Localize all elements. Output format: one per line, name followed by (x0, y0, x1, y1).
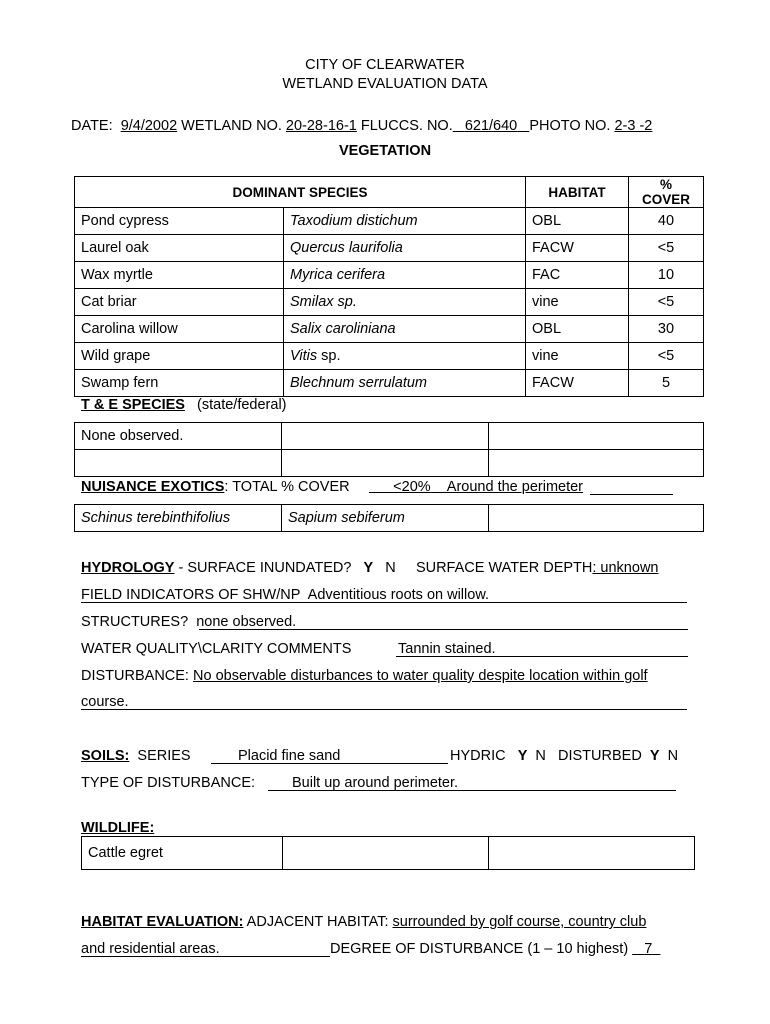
series-value: Placid fine sand (238, 748, 341, 764)
habitat-code: OBL (526, 316, 629, 343)
wildlife-table (81, 836, 695, 870)
common-name: Wax myrtle (75, 262, 284, 289)
field-indicators-line (81, 587, 489, 603)
habitat-code: OBL (526, 208, 629, 235)
common-name: Carolina willow (75, 316, 284, 343)
degree-value: 7 (644, 941, 653, 957)
scientific-name: Taxodium distichum (284, 208, 526, 235)
table-row (82, 837, 695, 870)
nuisance-location: Around the perimeter (446, 479, 584, 495)
depth-label: SURFACE WATER DEPTH (415, 560, 593, 576)
photo-label: PHOTO NO. (529, 118, 611, 134)
water-quality-underline (396, 656, 688, 657)
habitat-eval-label: HABITAT EVALUATION: (81, 914, 244, 930)
disturbance-value-1: No observable disturbances to water quality despite location within golf (193, 668, 648, 684)
table-row (75, 235, 704, 262)
habitat-code: vine (526, 343, 629, 370)
nuisance-cover-value: <20% (393, 479, 431, 495)
common-name: Swamp fern (75, 370, 284, 397)
hydric-y: Y (517, 748, 528, 764)
scientific-name: Blechnum serrulatum (284, 370, 526, 397)
nuisance-exotics-line (81, 479, 350, 495)
disturbed-label: DISTURBED (558, 748, 642, 764)
vegetation-heading: VEGETATION (338, 143, 432, 159)
disturbance-value-2: course. (81, 694, 129, 710)
wildlife-label: WILDLIFE: (81, 820, 155, 836)
nuisance-label: NUISANCE EXOTICS (81, 479, 225, 495)
disturbed-y: Y (649, 748, 660, 764)
soils-line (81, 748, 191, 764)
wildlife-empty-cell (489, 837, 695, 870)
cover-value: 30 (629, 316, 704, 343)
cover-value: 5 (629, 370, 704, 397)
hydric-label: HYDRIC (450, 748, 506, 764)
nuisance-cover-field (369, 479, 673, 495)
table-row (75, 450, 704, 477)
disturbance-type-underline (268, 790, 676, 791)
disturbance-type-label: TYPE OF DISTURBANCE: (81, 775, 256, 791)
te-species-empty-cell (489, 450, 704, 477)
common-name: Pond cypress (75, 208, 284, 235)
table-row (75, 262, 704, 289)
date-value: 9/4/2002 (120, 118, 178, 134)
table-row (75, 343, 704, 370)
habitat-code: FACW (526, 370, 629, 397)
date-label: DATE: (71, 118, 113, 134)
common-name: Wild grape (75, 343, 284, 370)
te-species-sublabel: (state/federal) (197, 397, 287, 413)
nuisance-species-table (74, 504, 704, 532)
field-indicators-underline (81, 602, 687, 603)
water-quality-value: Tannin stained. (398, 641, 496, 657)
cover-value: 40 (629, 208, 704, 235)
field-indicators-value: Adventitious roots on willow. (307, 587, 490, 603)
hydrology-label: HYDROLOGY (81, 560, 175, 576)
inundated-n: N (385, 560, 396, 576)
scientific-name: Smilax sp. (284, 289, 526, 316)
wetland-label: WETLAND NO. (181, 118, 282, 134)
table-row (75, 370, 704, 397)
habitat-eval-line-1 (81, 914, 646, 930)
hydric-n: N (535, 748, 546, 764)
col-cover: % COVER (629, 177, 704, 208)
nuisance-fill-line (590, 494, 673, 495)
nuisance-total-label: : TOTAL % COVER (224, 479, 350, 495)
table-row (75, 423, 704, 450)
disturbed-n: N (667, 748, 679, 764)
nuisance-empty-cell (489, 505, 704, 532)
cover-value: <5 (629, 235, 704, 262)
disturbance-line-1 (81, 668, 648, 684)
habitat-code: vine (526, 289, 629, 316)
degree-label: DEGREE OF DISTURBANCE (1 – 10 highest) (330, 941, 629, 957)
scientific-name: Myrica cerifera (284, 262, 526, 289)
form-title: WETLAND EVALUATION DATA (282, 76, 488, 92)
water-quality-label: WATER QUALITY\CLARITY COMMENTS (81, 641, 352, 657)
te-species-label: T & E SPECIES (81, 397, 185, 413)
disturbance-type-value: Built up around perimeter. (292, 775, 459, 791)
soils-label: SOILS: (81, 748, 130, 764)
te-species-entry: None observed. (75, 423, 282, 450)
te-species-empty-cell (489, 423, 704, 450)
col-dominant-species: DOMINANT SPECIES (75, 177, 526, 208)
common-name: Laurel oak (75, 235, 284, 262)
common-name: Cat briar (75, 289, 284, 316)
adjacent-habitat-underline (81, 956, 330, 957)
habitat-code: FACW (526, 235, 629, 262)
disturbance-underline (81, 709, 687, 710)
vegetation-header-row (75, 177, 704, 208)
table-row (75, 208, 704, 235)
te-species-empty-cell (282, 423, 489, 450)
vegetation-table (74, 176, 704, 397)
te-species-table (74, 422, 704, 477)
table-row (75, 289, 704, 316)
col-habitat: HABITAT (526, 177, 629, 208)
field-indicators-label: FIELD INDICATORS OF SHW/NP (81, 587, 301, 603)
habitat-code: FAC (526, 262, 629, 289)
photo-value: 2-3 -2 (614, 118, 653, 134)
scientific-name: Vitis sp. (284, 343, 526, 370)
structures-underline (199, 629, 688, 630)
adjacent-habitat-label: ADJACENT HABITAT: (246, 914, 389, 930)
city-title: CITY OF CLEARWATER (305, 57, 465, 73)
info-line (71, 118, 652, 134)
structures-value: none observed. (196, 614, 297, 630)
inundated-label: - SURFACE INUNDATED? (178, 560, 352, 576)
cover-value: <5 (629, 289, 704, 316)
te-species-empty-cell (282, 450, 489, 477)
fluccs-value: 621/640 (464, 118, 518, 134)
disturbance-label: DISTURBANCE: (81, 668, 189, 684)
fluccs-label: FLUCCS. NO. (360, 118, 453, 134)
table-row (75, 505, 704, 532)
te-species-empty-cell (75, 450, 282, 477)
series-underline (211, 763, 448, 764)
nuisance-species-1: Schinus terebinthifolius (75, 505, 282, 532)
hydric-disturbed-group (450, 748, 678, 764)
cover-value: 10 (629, 262, 704, 289)
nuisance-species-2: Sapium sebiferum (282, 505, 489, 532)
structures-label: STRUCTURES? (81, 614, 189, 630)
series-label: SERIES (137, 748, 191, 764)
wetland-value: 20-28-16-1 (285, 118, 357, 134)
wildlife-empty-cell (283, 837, 489, 870)
hydrology-line-1 (81, 560, 658, 576)
te-species-heading (81, 397, 287, 413)
wildlife-entry: Cattle egret (82, 837, 283, 870)
depth-value: : unknown (592, 560, 659, 576)
habitat-eval-line-2 (81, 941, 220, 957)
scientific-name: Quercus laurifolia (284, 235, 526, 262)
cover-value: <5 (629, 343, 704, 370)
adjacent-habitat-value-1: surrounded by golf course, country club (392, 914, 647, 930)
inundated-y: Y (363, 560, 374, 576)
table-row (75, 316, 704, 343)
adjacent-habitat-value-2: and residential areas. (81, 941, 220, 957)
structures-line (81, 614, 296, 630)
degree-line (330, 941, 660, 957)
scientific-name: Salix caroliniana (284, 316, 526, 343)
